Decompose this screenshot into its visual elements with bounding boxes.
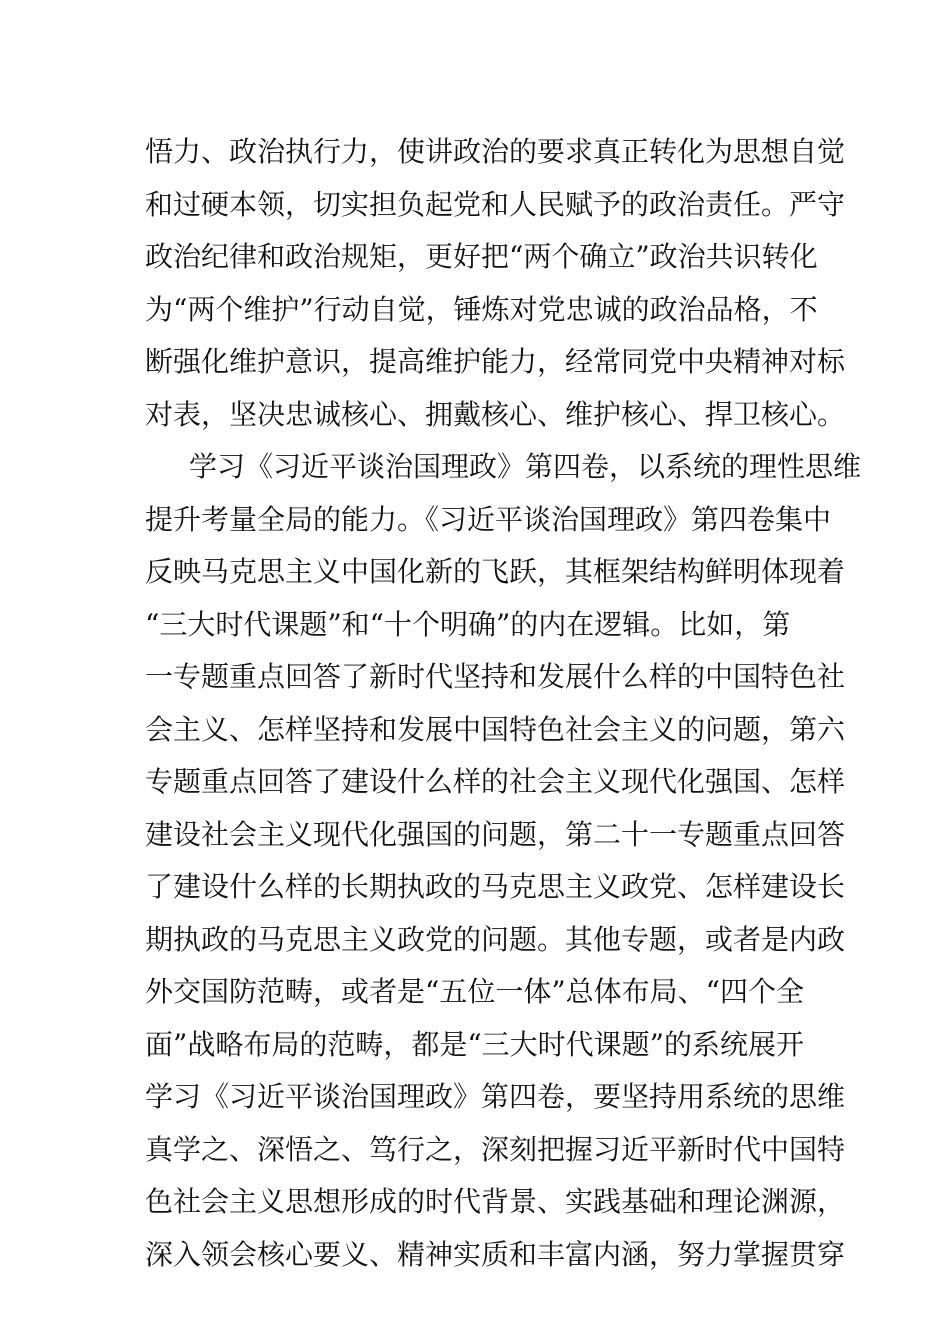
text-line: 会主义、怎样坚持和发展中国特色社会主义的问题，第六 [145,712,846,746]
text-line: 面”战略布局的范畴，都是“三大时代课题”的系统展开 [145,1027,804,1061]
text-line: 了建设什么样的长期执政的马克思主义政党、怎样建设长 [145,870,846,903]
text-line: 建设社会主义现代化强国的问题，第二十一专题重点回答 [145,817,846,851]
text-line: 政治纪律和政治规矩，更好把“两个确立”政治共识转化 [145,240,818,273]
paragraph-first-line: 学习《习近平谈治国理政》第四卷，以系统的理性思维 [189,450,862,483]
text-line: 专题重点回答了建设什么样的社会主义现代化强国、怎样 [145,765,846,798]
text-line: 提升考量全局的能力。《习近平谈治国理政》第四卷集中 [145,502,832,536]
text-line: 和过硬本领，切实担负起党和人民赋予的政治责任。严守 [145,187,846,221]
text-line: 断强化维护意识，提高维护能力，经常同党中央精神对标 [145,345,846,378]
text-line: 反映马克思主义中国化新的飞跃，其框架结构鲜明体现着 [145,555,846,588]
text-line: 真学之、深悟之、笃行之，深刻把握习近平新时代中国特 [145,1132,846,1166]
text-line: 外交国防范畴，或者是“五位一体”总体布局、“四个全 [145,975,804,1008]
text-line: 一专题重点回答了新时代坚持和发展什么样的中国特色社 [145,660,846,693]
text-line: 为“两个维护”行动自觉，锤炼对党忠诚的政治品格，不 [145,292,818,326]
text-line: 深入领会核心要义、精神实质和丰富内涵，努力掌握贯穿 [145,1237,846,1271]
text-line: “三大时代课题”和“十个明确”的内在逻辑。比如，第 [145,607,791,641]
text-line: 悟力、政治执行力，使讲政治的要求真正转化为思想自觉 [145,135,846,168]
text-line: 期执政的马克思主义政党的问题。其他专题，或者是内政 [145,922,846,956]
body-text [145,126,862,1281]
text-line: 色社会主义思想形成的时代背景、实践基础和理论渊源， [145,1185,846,1218]
text-line: 对表，坚决忠诚核心、拥戴核心、维护核心、捍卫核心。 [145,397,846,431]
text-line: 学习《习近平谈治国理政》第四卷，要坚持用系统的思维 [145,1080,846,1113]
